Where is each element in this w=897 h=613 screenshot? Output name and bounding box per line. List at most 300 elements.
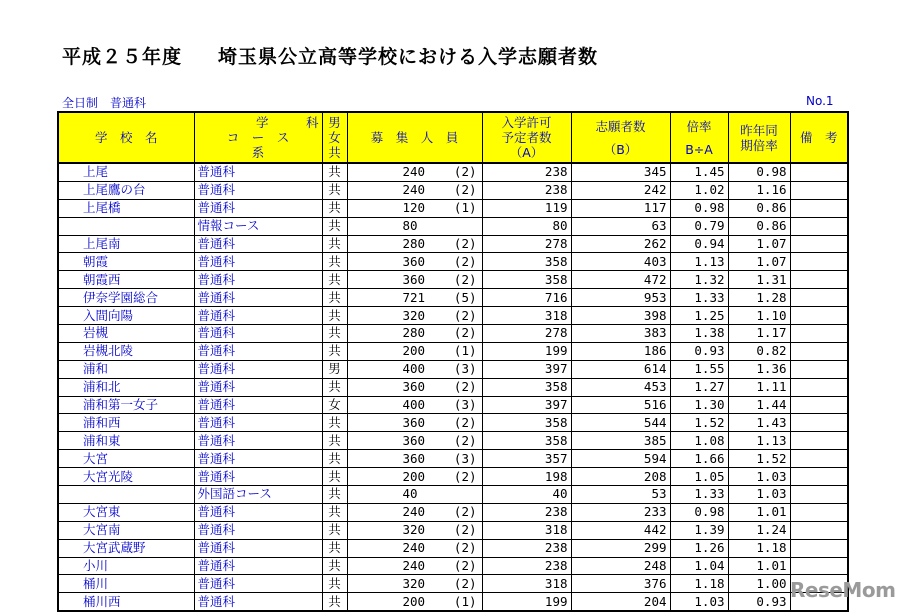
capacity-value: 360 [402, 432, 426, 448]
class-count: (2) [453, 253, 477, 269]
course-cell: 情報コース [194, 217, 322, 235]
sex-cell: 共 [322, 325, 347, 343]
ratio-cell: 1.38 [670, 325, 728, 343]
applicants-cell: 204 [571, 593, 670, 611]
course-cell: 普通科 [194, 593, 322, 611]
applicants-cell: 186 [571, 342, 670, 360]
sex-cell: 共 [322, 307, 347, 325]
sex-cell: 共 [322, 235, 347, 253]
capacity-value: 240 [402, 504, 426, 520]
admit-cell: 199 [482, 593, 571, 611]
last-ratio-cell: 1.18 [728, 539, 790, 557]
course-cell: 普通科 [194, 360, 322, 378]
admit-cell: 318 [482, 575, 571, 593]
ratio-cell: 0.98 [670, 199, 728, 217]
last-ratio-cell: 1.31 [728, 271, 790, 289]
remarks-cell [790, 307, 848, 325]
class-count: (2) [453, 414, 477, 430]
sex-cell: 共 [322, 593, 347, 611]
class-count: (2) [453, 540, 477, 556]
last-ratio-cell: 1.07 [728, 235, 790, 253]
admit-cell: 198 [482, 468, 571, 486]
class-count: (2) [453, 522, 477, 538]
applicants-cell: 472 [571, 271, 670, 289]
header-last-ratio [728, 112, 790, 163]
capacity-value: 721 [402, 289, 426, 305]
admit-cell: 278 [482, 325, 571, 343]
school-cell [58, 486, 194, 504]
ratio-cell: 1.05 [670, 468, 728, 486]
school-cell: 上尾 [58, 163, 194, 181]
admit-cell: 199 [482, 342, 571, 360]
sex-cell: 共 [322, 253, 347, 271]
ratio-cell: 1.33 [670, 486, 728, 504]
ratio-cell: 1.25 [670, 307, 728, 325]
applicants-cell: 398 [571, 307, 670, 325]
sex-cell: 男 [322, 360, 347, 378]
class-count: (3) [453, 450, 477, 466]
table-row [58, 593, 848, 611]
school-cell: 上尾橋 [58, 199, 194, 217]
applicants-cell: 262 [571, 235, 670, 253]
last-ratio-cell: 0.86 [728, 217, 790, 235]
class-count: (2) [453, 271, 477, 287]
ratio-cell: 1.13 [670, 253, 728, 271]
page-title [62, 42, 598, 69]
remarks-cell [790, 378, 848, 396]
admit-cell: 358 [482, 253, 571, 271]
header-course [194, 112, 322, 163]
applicants-cell: 53 [571, 486, 670, 504]
title-text: 埼玉県公立高等学校における入学志願者数 [218, 46, 599, 68]
applicants-cell: 403 [571, 253, 670, 271]
remarks-cell [790, 396, 848, 414]
applicants-cell: 63 [571, 217, 670, 235]
school-cell: 大宮南 [58, 521, 194, 539]
capacity-wrap [351, 540, 479, 556]
course-cell: 普通科 [194, 575, 322, 593]
table-row [58, 271, 848, 289]
admit-cell: 278 [482, 235, 571, 253]
remarks-cell [790, 486, 848, 504]
capacity-value: 400 [402, 397, 426, 413]
capacity-value: 360 [402, 379, 426, 395]
applicants-cell: 376 [571, 575, 670, 593]
capacity-value: 200 [402, 468, 426, 484]
capacity-value: 360 [402, 414, 426, 430]
capacity-cell [347, 378, 482, 396]
sex-cell: 共 [322, 539, 347, 557]
capacity-wrap [351, 397, 479, 413]
class-count: (2) [453, 575, 477, 591]
remarks-cell [790, 199, 848, 217]
capacity-wrap [351, 558, 479, 574]
header-remarks: 備 考 [790, 112, 848, 163]
capacity-value: 240 [402, 540, 426, 556]
capacity-value: 400 [402, 361, 426, 377]
course-cell: 普通科 [194, 396, 322, 414]
page-number: No.1 [806, 94, 834, 108]
header-sex-l3: 共 [328, 145, 341, 160]
class-count: (2) [453, 325, 477, 341]
header-capacity: 募 集 人 員 [347, 112, 482, 163]
last-ratio-cell: 1.28 [728, 289, 790, 307]
table-row [58, 342, 848, 360]
capacity-value: 200 [402, 343, 426, 359]
capacity-value: 120 [402, 200, 426, 216]
applicants-cell: 345 [571, 163, 670, 181]
school-cell: 桶川 [58, 575, 194, 593]
course-cell: 普通科 [194, 432, 322, 450]
remarks-cell [790, 181, 848, 199]
capacity-cell [347, 575, 482, 593]
capacity-cell [347, 199, 482, 217]
school-cell: 大宮 [58, 450, 194, 468]
class-count: (2) [453, 379, 477, 395]
ratio-cell: 0.98 [670, 503, 728, 521]
capacity-wrap [351, 254, 479, 270]
capacity-value: 360 [402, 271, 426, 287]
table-row [58, 325, 848, 343]
ratio-cell: 0.79 [670, 217, 728, 235]
capacity-cell [347, 342, 482, 360]
applicants-cell: 594 [571, 450, 670, 468]
capacity-wrap [351, 343, 479, 359]
capacity-value: 280 [402, 325, 426, 341]
last-ratio-cell: 0.98 [728, 163, 790, 181]
ratio-cell: 1.52 [670, 414, 728, 432]
course-cell: 普通科 [194, 450, 322, 468]
capacity-wrap [351, 272, 479, 288]
sex-cell: 共 [322, 468, 347, 486]
applicants-cell: 614 [571, 360, 670, 378]
watermark-logo: ReseMom [790, 578, 896, 602]
admit-cell: 358 [482, 271, 571, 289]
class-count: (1) [453, 343, 477, 359]
last-ratio-cell: 1.03 [728, 468, 790, 486]
course-cell: 普通科 [194, 503, 322, 521]
remarks-cell [790, 414, 848, 432]
header-applicants [571, 112, 670, 163]
table-row [58, 235, 848, 253]
remarks-cell [790, 503, 848, 521]
last-ratio-cell: 1.07 [728, 253, 790, 271]
applicants-cell: 544 [571, 414, 670, 432]
remarks-cell [790, 557, 848, 575]
remarks-cell [790, 539, 848, 557]
table-row [58, 163, 848, 181]
table-row [58, 396, 848, 414]
capacity-cell [347, 307, 482, 325]
table-row [58, 289, 848, 307]
applicants-cell: 233 [571, 503, 670, 521]
capacity-wrap [351, 200, 479, 216]
capacity-value: 80 [402, 218, 418, 234]
applicants-cell: 385 [571, 432, 670, 450]
capacity-cell [347, 181, 482, 199]
header-row [58, 112, 848, 163]
school-cell: 岩槻北陵 [58, 342, 194, 360]
ratio-cell: 1.03 [670, 593, 728, 611]
capacity-wrap [351, 182, 479, 198]
class-count: (3) [453, 361, 477, 377]
sex-cell: 共 [322, 557, 347, 575]
last-ratio-cell: 1.36 [728, 360, 790, 378]
admit-cell: 40 [482, 486, 571, 504]
table-row [58, 486, 848, 504]
capacity-wrap [351, 504, 479, 520]
capacity-cell [347, 253, 482, 271]
admit-cell: 358 [482, 378, 571, 396]
sex-cell: 共 [322, 575, 347, 593]
capacity-cell [347, 539, 482, 557]
header-sex-l1: 男 [328, 115, 341, 130]
header-applicants-l2: （B） [603, 141, 638, 157]
ratio-cell: 1.08 [670, 432, 728, 450]
capacity-cell [347, 271, 482, 289]
remarks-cell [790, 217, 848, 235]
class-count: (1) [453, 200, 477, 216]
admit-cell: 358 [482, 414, 571, 432]
course-cell: 普通科 [194, 271, 322, 289]
capacity-cell [347, 396, 482, 414]
course-cell: 普通科 [194, 163, 322, 181]
remarks-cell [790, 235, 848, 253]
course-cell: 外国語コース [194, 486, 322, 504]
course-cell: 普通科 [194, 378, 322, 396]
admit-cell: 716 [482, 289, 571, 307]
school-cell: 入間向陽 [58, 307, 194, 325]
admit-cell: 80 [482, 217, 571, 235]
section-label: 全日制 普通科 [62, 96, 147, 110]
table-row [58, 360, 848, 378]
header-sex-l2: 女 [328, 130, 341, 145]
course-cell: 普通科 [194, 307, 322, 325]
applicants-cell: 299 [571, 539, 670, 557]
ratio-cell: 1.30 [670, 396, 728, 414]
applicants-cell: 383 [571, 325, 670, 343]
last-ratio-cell: 1.10 [728, 307, 790, 325]
header-last-ratio-l2: 期倍率 [740, 137, 778, 153]
school-cell: 上尾南 [58, 235, 194, 253]
admit-cell: 238 [482, 163, 571, 181]
school-cell: 桶川西 [58, 593, 194, 611]
header-admit-l2: 予定者数 [501, 130, 552, 145]
capacity-value: 200 [402, 593, 426, 609]
admit-cell: 238 [482, 503, 571, 521]
admit-cell: 357 [482, 450, 571, 468]
sex-cell: 共 [322, 521, 347, 539]
school-cell: 小川 [58, 557, 194, 575]
capacity-wrap [351, 576, 479, 592]
class-count: (5) [453, 289, 477, 305]
sex-cell: 共 [322, 163, 347, 181]
capacity-cell [347, 521, 482, 539]
table-row [58, 253, 848, 271]
header-admit-l1: 入学許可 [501, 115, 552, 130]
capacity-wrap [351, 236, 479, 252]
applicants-cell: 953 [571, 289, 670, 307]
remarks-cell [790, 253, 848, 271]
sex-cell: 共 [322, 289, 347, 307]
admit-cell: 119 [482, 199, 571, 217]
sex-cell: 共 [322, 181, 347, 199]
remarks-cell [790, 450, 848, 468]
school-cell: 浦和北 [58, 378, 194, 396]
course-cell: 普通科 [194, 289, 322, 307]
course-cell: 普通科 [194, 342, 322, 360]
last-ratio-cell: 1.43 [728, 414, 790, 432]
school-cell: 大宮光陵 [58, 468, 194, 486]
last-ratio-cell: 0.93 [728, 593, 790, 611]
table-row [58, 539, 848, 557]
school-cell: 朝霞西 [58, 271, 194, 289]
ratio-cell: 0.93 [670, 342, 728, 360]
table-row [58, 307, 848, 325]
admit-cell: 318 [482, 521, 571, 539]
school-cell: 浦和第一女子 [58, 396, 194, 414]
capacity-value: 240 [402, 182, 426, 198]
last-ratio-cell: 1.44 [728, 396, 790, 414]
capacity-wrap [351, 522, 479, 538]
sex-cell: 共 [322, 414, 347, 432]
table-row [58, 378, 848, 396]
course-cell: 普通科 [194, 181, 322, 199]
ratio-cell: 1.66 [670, 450, 728, 468]
last-ratio-cell: 0.86 [728, 199, 790, 217]
capacity-wrap [351, 379, 479, 395]
class-count: (2) [453, 432, 477, 448]
applicants-cell: 516 [571, 396, 670, 414]
last-ratio-cell: 1.17 [728, 325, 790, 343]
sex-cell: 共 [322, 217, 347, 235]
capacity-cell [347, 235, 482, 253]
school-cell: 伊奈学園総合 [58, 289, 194, 307]
remarks-cell [790, 271, 848, 289]
table-body [58, 163, 848, 611]
header-sex [322, 112, 347, 163]
course-cell: 普通科 [194, 539, 322, 557]
course-cell: 普通科 [194, 325, 322, 343]
capacity-wrap [351, 164, 479, 180]
header-ratio-l1: 倍率 [686, 118, 712, 134]
class-count: (2) [453, 307, 477, 323]
course-cell: 普通科 [194, 468, 322, 486]
capacity-wrap [351, 218, 479, 234]
table-row [58, 503, 848, 521]
header-ratio [670, 112, 728, 163]
ratio-cell: 1.02 [670, 181, 728, 199]
sex-cell: 共 [322, 486, 347, 504]
capacity-cell [347, 557, 482, 575]
header-applicants-l1: 志願者数 [595, 118, 646, 134]
capacity-cell [347, 450, 482, 468]
class-count: (2) [453, 182, 477, 198]
capacity-wrap [351, 451, 479, 467]
capacity-wrap [351, 325, 479, 341]
ratio-cell: 1.18 [670, 575, 728, 593]
sex-cell: 共 [322, 503, 347, 521]
course-cell: 普通科 [194, 235, 322, 253]
applicants-cell: 248 [571, 557, 670, 575]
capacity-cell [347, 360, 482, 378]
last-ratio-cell: 1.52 [728, 450, 790, 468]
title-year: 平成２５年度 [62, 46, 183, 68]
capacity-cell [347, 468, 482, 486]
admit-cell: 397 [482, 360, 571, 378]
capacity-value: 240 [402, 558, 426, 574]
sex-cell: 共 [322, 450, 347, 468]
school-cell: 朝霞 [58, 253, 194, 271]
capacity-value: 360 [402, 450, 426, 466]
table-row [58, 199, 848, 217]
class-count: (2) [453, 468, 477, 484]
last-ratio-cell: 0.82 [728, 342, 790, 360]
sex-cell: 共 [322, 199, 347, 217]
remarks-cell [790, 521, 848, 539]
remarks-cell [790, 360, 848, 378]
course-cell: 普通科 [194, 414, 322, 432]
capacity-cell [347, 289, 482, 307]
class-count: (2) [453, 504, 477, 520]
capacity-wrap [351, 469, 479, 485]
capacity-cell [347, 414, 482, 432]
school-cell: 上尾鷹の台 [58, 181, 194, 199]
capacity-wrap [351, 290, 479, 306]
capacity-value: 320 [402, 307, 426, 323]
last-ratio-cell: 1.11 [728, 378, 790, 396]
remarks-cell [790, 325, 848, 343]
capacity-cell [347, 163, 482, 181]
course-cell: 普通科 [194, 557, 322, 575]
capacity-cell [347, 325, 482, 343]
header-admit [482, 112, 571, 163]
school-cell: 岩槻 [58, 325, 194, 343]
header-ratio-l2: B÷A [685, 141, 713, 157]
table-row [58, 432, 848, 450]
header-course-l3: 系 [251, 145, 265, 160]
capacity-wrap [351, 308, 479, 324]
remarks-cell [790, 163, 848, 181]
remarks-cell [790, 468, 848, 486]
last-ratio-cell: 1.13 [728, 432, 790, 450]
school-cell: 浦和東 [58, 432, 194, 450]
ratio-cell: 1.26 [670, 539, 728, 557]
capacity-cell [347, 503, 482, 521]
admit-cell: 358 [482, 432, 571, 450]
capacity-wrap [351, 415, 479, 431]
table-row [58, 217, 848, 235]
ratio-cell: 1.39 [670, 521, 728, 539]
ratio-cell: 0.94 [670, 235, 728, 253]
table-row [58, 557, 848, 575]
course-cell: 普通科 [194, 199, 322, 217]
school-cell: 浦和 [58, 360, 194, 378]
table-row [58, 521, 848, 539]
header-course-l2: コ ー ス [226, 130, 290, 145]
sex-cell: 共 [322, 432, 347, 450]
last-ratio-cell: 1.16 [728, 181, 790, 199]
capacity-wrap [351, 433, 479, 449]
ratio-cell: 1.32 [670, 271, 728, 289]
school-cell: 大宮武蔵野 [58, 539, 194, 557]
table-row [58, 468, 848, 486]
capacity-value: 320 [402, 522, 426, 538]
course-cell: 普通科 [194, 521, 322, 539]
admit-cell: 238 [482, 557, 571, 575]
table-row [58, 575, 848, 593]
class-count: (2) [453, 236, 477, 251]
